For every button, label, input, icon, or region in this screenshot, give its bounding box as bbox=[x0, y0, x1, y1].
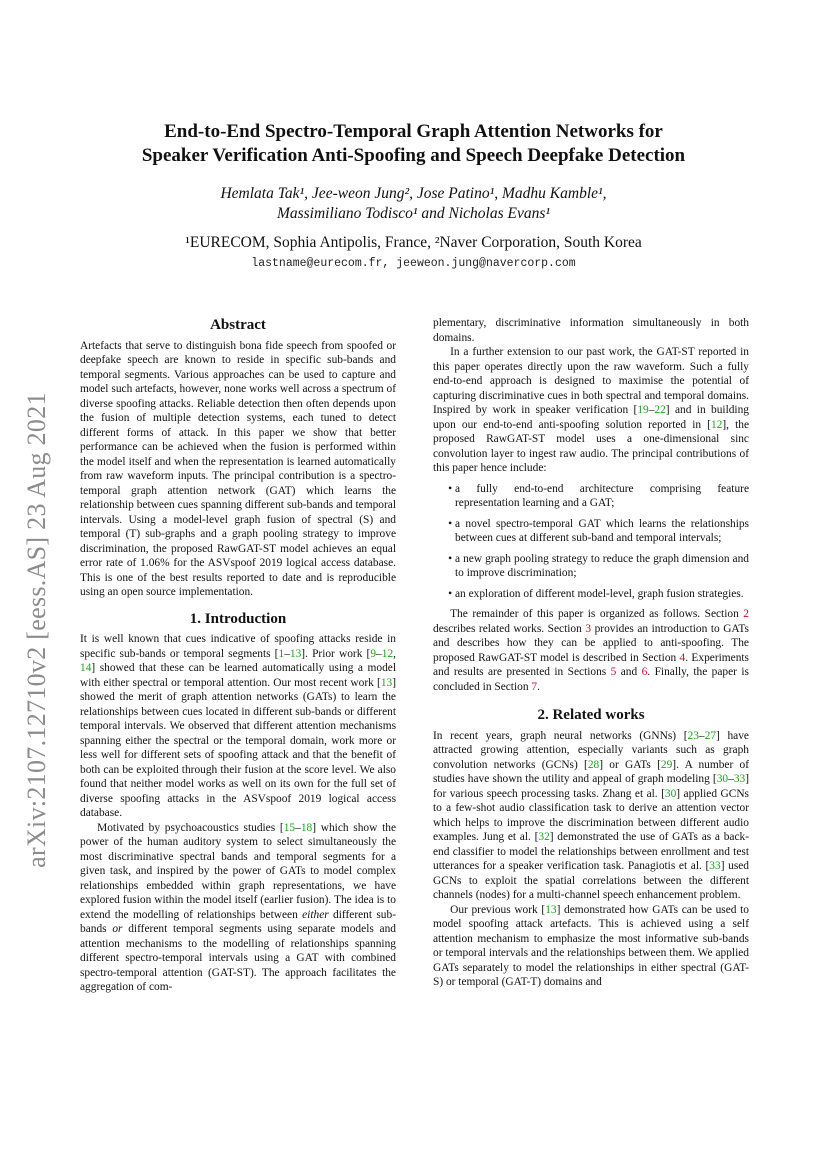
arxiv-sidebar bbox=[14, 350, 60, 910]
citation-link[interactable]: 30 bbox=[716, 773, 729, 785]
contribution-item: • a novel spectro-temporal GAT which learns the relationships between cues at different sub-band and temporal intervals; bbox=[455, 517, 749, 546]
author-list bbox=[80, 184, 747, 224]
citation-link[interactable]: 12 bbox=[381, 647, 394, 660]
citation-link[interactable]: 14 bbox=[80, 662, 92, 674]
extension-paragraph: In a further extension to our past work, the GAT-ST reported in this paper operates directly upon the raw waveform. Such a fully end-to-end approach is designed to maximise the potential of capturing discriminative cues in both spectral and temporal domains. Inspired by work in speaker verification [19–22] and in building upon our end-to-end anti-spoofing solution reported in [12], the proposed RawGAT-ST model uses a one-dimensional sinc convolution layer to ingest raw audio. The principal contributions of this paper hence include: bbox=[433, 346, 750, 474]
section-link[interactable]: 6 bbox=[641, 666, 648, 678]
paper-title bbox=[80, 120, 747, 168]
organization-paragraph: The remainder of this paper is organized as follows. Section 2 describes related works. Section 3 provides an introduction to GATs and describes how they can be applied to anti-spoofing. The proposed RawGAT-ST model is described in Section 4. Experiments and results are presented in Sections 5 and 6. Finally, the paper is concluded in Section 7. bbox=[433, 608, 749, 693]
citation-link[interactable]: 19 bbox=[637, 404, 649, 416]
section-link[interactable]: 4 bbox=[679, 651, 686, 664]
section-link[interactable]: 3 bbox=[585, 622, 592, 635]
left-column bbox=[80, 312, 396, 995]
citation-link[interactable]: 1 bbox=[278, 647, 285, 660]
authors-line-1: Hemlata Tak¹, Jee-weon Jung², Jose Patino¹, Madhu Kamble¹, bbox=[220, 185, 607, 202]
citation-link[interactable]: 27 bbox=[704, 729, 717, 742]
citation-link[interactable]: 12 bbox=[710, 418, 723, 431]
citation-link[interactable]: 22 bbox=[654, 404, 666, 416]
citation-link[interactable]: 33 bbox=[733, 773, 746, 785]
related-paragraph-1: In recent years, graph neural networks (GNNs) [23–27] have attracted growing attention, especially variants such as graph convolution networks (GCNs) [28] or GATs [29]. A number of studies have shown the utility and appeal of graph modeling [30–33] for various speech processing tasks. Zhang et al. [30] applied GCNs to a few-shot audio classification task to derive an attention vector which helps to improve the discrimination between different audio examples. Jung et al. [32] demonstrated the use of GATs as a back-end classifier to model the relationships between enrollment and test utterances for a speaker verification task. Panagiotis et al. [33] used GCNs to exploit the spatial correlations between the different channels (nodes) for a multi-channel speech enhancement problem. bbox=[433, 729, 749, 901]
citation-link[interactable]: 13 bbox=[380, 676, 393, 689]
citation-link[interactable]: 13 bbox=[545, 903, 557, 916]
intro-paragraph-1: It is well known that cues indicative of spoofing attacks reside in specific sub-bands or temporal segments [1–13]. Prior work [9–12, 14] showed that these can be learned automatically using a model with either spectral or temporal attention. Our most recent work [13] showed the merit of graph attention networks (GATs) to learn the relationships between cues located in different sub-bands or different temporal intervals. We observed that different attention mechanisms spanning either the spectral or the temporal domain, work more or less well for different sets of spoofing attack and that the benefit of both can be exploited through their fusion at the score level. We also found that neither model works as well on its own for the full set of diverse spoofing attacks in the ASVspoof 2019 logical access database. bbox=[80, 633, 396, 819]
citation-link[interactable]: 18 bbox=[300, 821, 313, 834]
authors-line-2: Massimiliano Todisco¹ and Nicholas Evans¹ bbox=[276, 205, 551, 222]
citation-link[interactable]: 32 bbox=[538, 831, 550, 843]
continued-paragraph: plementary, discriminative information simultaneously in both domains. bbox=[433, 317, 749, 344]
contributions-list bbox=[433, 482, 749, 602]
abstract-heading: Abstract bbox=[210, 317, 266, 333]
citation-link[interactable]: 29 bbox=[660, 758, 673, 771]
contribution-item: • a fully end-to-end architecture comprising feature representation learning and a GAT; bbox=[455, 482, 749, 511]
section-link[interactable]: 5 bbox=[610, 666, 617, 678]
contribution-item: • a new graph pooling strategy to reduce the graph dimension and to improve discrimination; bbox=[455, 552, 749, 581]
citation-link[interactable]: 15 bbox=[283, 821, 296, 834]
arxiv-identifier: arXiv:2107.12710v2 [eess.AS] 23 Aug 2021 bbox=[22, 392, 52, 868]
citation-link[interactable]: 30 bbox=[664, 787, 677, 800]
right-column bbox=[433, 316, 749, 990]
citation-link[interactable]: 9 bbox=[370, 647, 377, 660]
contribution-item: • an exploration of different model-level, graph fusion strategies. bbox=[455, 587, 749, 602]
paper-header bbox=[80, 120, 747, 270]
affiliations: ¹EURECOM, Sophia Antipolis, France, ²Naver Corporation, South Korea bbox=[185, 234, 642, 251]
citation-link[interactable]: 13 bbox=[289, 647, 302, 660]
citation-link[interactable]: 23 bbox=[687, 729, 699, 742]
related-works-heading: 2. Related works bbox=[537, 707, 645, 723]
citation-link[interactable]: 28 bbox=[587, 758, 600, 771]
related-paragraph-2: Our previous work [13] demonstrated how GATs can be used to model spoofing attack artefacts. This is achieved using a self attention mechanism to emphasize the most informative sub-bands or temporal intervals and the relationships between them. We applied GATs separately to model the relationships in either spectral (GAT-S) or temporal (GAT-T) domains and bbox=[433, 903, 749, 988]
title-line-2: Speaker Verification Anti-Spoofing and Speech Deepfake Detection bbox=[141, 145, 686, 166]
abstract-text: Artefacts that serve to distinguish bona fide speech from spoofed or deepfake speech are known to reside in specific sub-bands and temporal segments. Various approaches can be used to capture and model such artefacts, however, none works well across a spectrum of diverse spoofing attacks. Reliable detection then often depends upon the fusion of multiple detection systems, each tuned to detect different forms of attack. In this paper we show that better performance can be achieved when the fusion is performed within the model itself and when the representation is learned automatically from raw waveform inputs. The principal contribution is a spectro-temporal graph attention network (GAT) which learns the relationship between cues spanning different sub-bands and temporal intervals. Using a model-level graph fusion of spectral (S) and temporal (T) sub-graphs and a graph pooling strategy to improve discrimination, the proposed RawGAT-ST model achieves an equal error rate of 1.06% for the ASVspoof 2019 logical access database. This is one of the best results reported to date and is reproducible using an open source implementation. bbox=[80, 339, 396, 598]
section-link[interactable]: 7 bbox=[531, 680, 538, 693]
section-link[interactable]: 2 bbox=[743, 608, 749, 620]
intro-heading: 1. Introduction bbox=[189, 610, 287, 627]
author-emails: lastname@eurecom.fr, jeeweon.jung@navercorp.com bbox=[251, 257, 576, 270]
citation-link[interactable]: 33 bbox=[709, 860, 721, 872]
intro-paragraph-2: Motivated by psychoacoustics studies [15–18] which show the power of the human auditory system to select simultaneously the most discriminative spectral bands and temporal segments for a given task, and inspired by the power of GATs to model complex relationships embedded within graph representations, we have explored fusion within the model itself (earlier fusion). The idea is to extend the modelling of relationships between either different sub-bands or different temporal segments using separate models and attention mechanisms to the modelling of relationships spanning different spectro-temporal intervals using a GAT with combined spectro-temporal attention (GAT-ST). The approach facilitates the aggregation of com- bbox=[80, 821, 397, 993]
title-line-1: End-to-End Spectro-Temporal Graph Attention Networks for bbox=[164, 121, 663, 142]
